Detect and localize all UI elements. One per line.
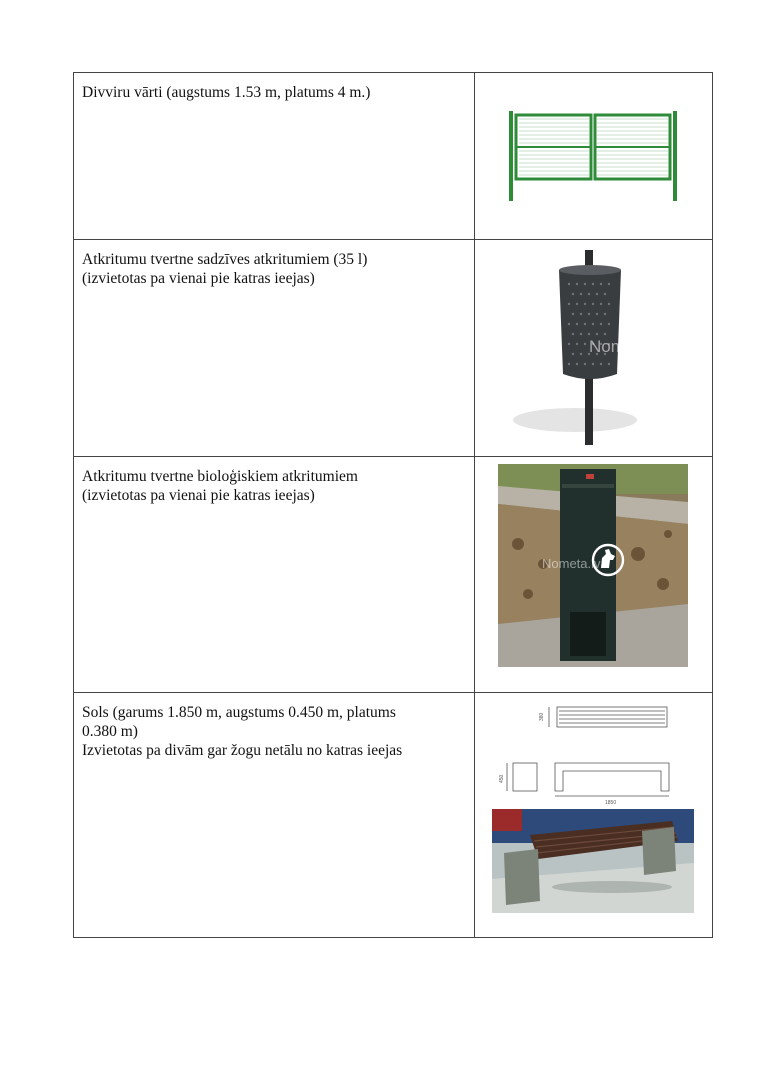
dog-waste-bin-icon: [498, 464, 688, 667]
description-line: Divviru vārti (augstums 1.53 m, platums 4 m.): [82, 84, 371, 101]
dim-depth: 380: [539, 712, 545, 721]
double-gate-icon: [507, 109, 679, 203]
description-line: Atkritumu tvertne sadzīves atkritumiem (35 l): [82, 251, 368, 268]
bench-icon: [492, 809, 694, 913]
description-line: 0.380 m): [82, 723, 138, 740]
description-line: Atkritumu tvertne bioloģiskiem atkritumiem: [82, 468, 358, 485]
watermark-text: Nometa.lv: [542, 556, 601, 571]
waste-bin-icon: [505, 250, 685, 450]
watermark-text: Nometa: [589, 337, 649, 356]
bench-drawing-icon: [489, 701, 699, 809]
description-cell: [74, 693, 475, 938]
description-line: Sols (garums 1.850 m, augstums 0.450 m, platums: [82, 704, 396, 721]
dim-length: 1850: [605, 800, 617, 806]
equipment-table: [73, 72, 713, 938]
table-row: [74, 240, 713, 457]
image-cell: [475, 240, 713, 457]
description-line: Izvietotas pa divām gar žogu netālu no katras ieejas: [82, 742, 403, 759]
description-cell: [74, 457, 475, 693]
dim-height: 450: [499, 774, 505, 783]
table-row: [74, 693, 713, 938]
table-row: [74, 457, 713, 693]
description-line: (izvietotas pa vienai pie katras ieejas): [82, 270, 315, 287]
image-cell: [475, 457, 713, 693]
image-cell: [475, 693, 713, 938]
description-line: (izvietotas pa vienai pie katras ieejas): [82, 487, 315, 504]
image-cell: [475, 73, 713, 240]
description-cell: [74, 73, 475, 240]
table-row: [74, 73, 713, 240]
description-cell: [74, 240, 475, 457]
